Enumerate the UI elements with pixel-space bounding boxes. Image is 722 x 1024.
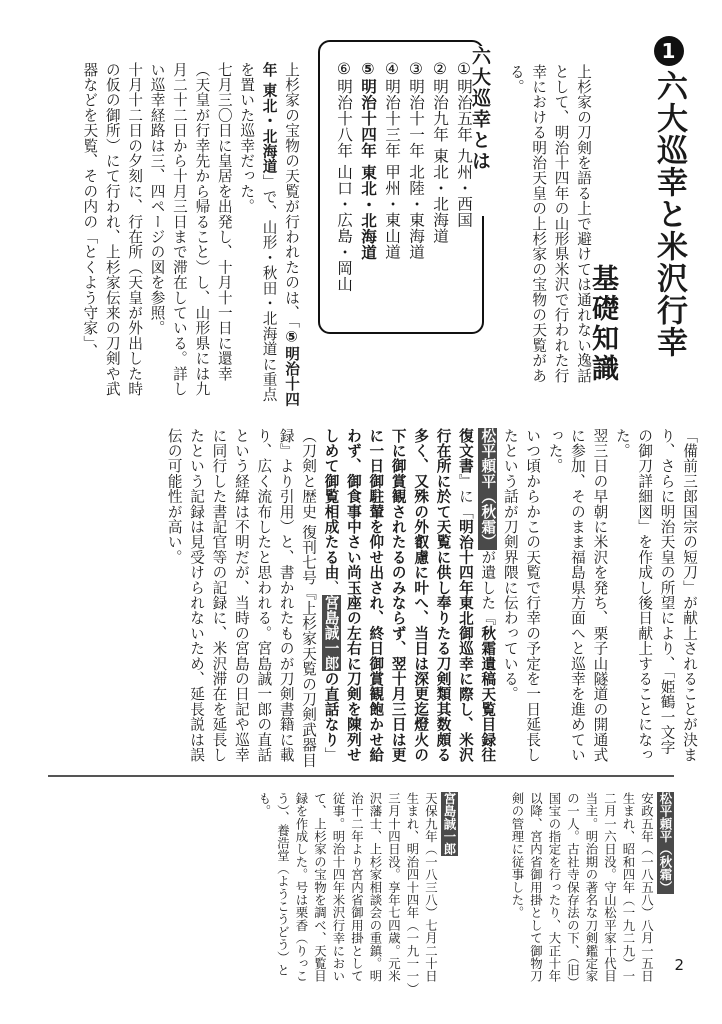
body2-p1: 「備前三郎国宗の短刀」が献上されることが決まり、さらに明治天皇の所望により、「姫鶴一文字の御刀詳細図」を作成し後日献上することになった。 <box>613 428 698 763</box>
body1-p3: 十月十二日の夕刻に、行在所（天皇が外出した時の仮の御所）にて行われ、上杉家伝来の刀剣や武器などを天覧、その内の「とくよう守家」、 <box>81 62 144 397</box>
name-chip-miyajima: 宮島誠一郎 <box>322 595 340 672</box>
note-matsudaira <box>508 792 675 992</box>
tour-item: ②明治九年 東北・北海道 <box>431 60 449 244</box>
tour-list-title: 六大巡幸とは <box>467 46 494 216</box>
highlight-tour: ⑤明治十四年 東北・北海道 <box>260 62 300 407</box>
tour-item: ④明治十三年 甲州・東山道 <box>383 60 401 260</box>
intro-paragraph: 上杉家の刀剣を語る上で避けては通れない逸話として、明治十四年の山形県米沢で行われた行幸における明治天皇の上杉家の宝物の天覧がある。 <box>507 64 592 384</box>
body-lower <box>162 428 700 768</box>
page-number: 2 <box>674 956 684 974</box>
section-subtitle: 基礎知識 <box>587 264 618 384</box>
body2-p2: 翌三日の早朝に米沢を発ち、栗子山隧道の開通式に参加、そのまま福島県方面へと巡幸を進めていった。 <box>546 428 609 763</box>
note-text: 天保九年（一八三八）七月二十日生まれ、明治四十四年（一九一一）三月十四日没。享年七四歳。元米沢藩士、上杉家相談会の重鎮。明治十二年より宮内省御用掛として従事。明治十四年米沢行幸において、上杉家の宝物を調べ、天覧目録を作成した。号は栗香（りっこう）、養浩堂（ようこうどう）とも。 <box>257 792 439 989</box>
text-run: 」で、山形・秋田・北海道に重点を置いた巡幸だった。 <box>238 62 278 403</box>
tour-list <box>332 60 476 320</box>
note-name: 松平頼平（秋霜） <box>658 792 673 894</box>
note-miyajima <box>255 792 459 992</box>
tour-item: ③明治十一年 北陸・東海道 <box>407 60 425 260</box>
body2-p3: いつ頃からかこの天覧で行幸の予定を一日延長したという話が刀剣界隈に伝わっている。 <box>501 428 542 763</box>
body1-p2: 七月三〇日に皇居を出発し、十月十一日に還幸（天皇が行幸先から帰ること）し、山形県には九月二十二日から十月三日まで滞在している。詳しい巡幸経路は三、四ページの図を参照。 <box>148 62 233 397</box>
text-run: が遺した『 <box>479 549 497 626</box>
body-upper-left <box>78 62 302 407</box>
text-run: 上杉家の宝物の天覧が行われたのは、「 <box>283 62 300 329</box>
book-title: 秋霜遺稿天覧目録往復文書 <box>456 428 497 763</box>
quote-text: 明治十四年東北御巡幸に際し、米沢行在所に於て天覧に供し奉りたる刀剣類其数頗る多く、又殊の外叡慮に叶へ、当日は深更迄燈火の下に御賞観されたるのみならず、翌十月三日は更に一日御駐輦を仰せ出され、終日御賞観飽かせ給わず、御食事中さい尚玉座の左右に刀剣を陳列せしめて御覧相成たる由 <box>322 428 474 763</box>
body2-p4 <box>162 428 498 768</box>
section-number-badge: 1 <box>654 36 684 66</box>
tour-item-highlight: ⑤明治十四年 東北・北海道 <box>359 60 377 261</box>
section-title-text: 六大巡幸と米沢行幸 <box>651 70 687 358</box>
name-chip-matsudaira: 松平頼平（秋霜） <box>479 428 497 550</box>
text-run: 』に「 <box>456 473 474 520</box>
note-name: 宮島誠一郎 <box>442 792 457 856</box>
tour-item: ⑥明治十八年 山口・広島・岡山 <box>335 60 353 292</box>
divider <box>48 775 674 777</box>
note-text: 安政五年（一八五八）八月一五日生まれ、昭和四年（一九二九）一二月一六日没。守山松平家十代目当主。明治期の著名な刀剣鑑定家の一人。古社寺保存法の下、（旧）国宝の指定を行ったり、大正十年以降、宮内省御用掛として御物刀剣の管理に従事した。 <box>510 792 655 989</box>
quote-text: の直話なり <box>322 671 340 748</box>
tour-item: ①明治五年 九州・西国 <box>455 60 473 228</box>
text-run: 、 <box>322 580 340 596</box>
body1-p1 <box>235 62 302 407</box>
text-run: 」（刀剣と歴史 復刊七号『上杉家天覧の刀剣武器目録』より引用）と、書かれたものが刀剣書籍に載り、広く流布したと思われる。宮島誠一郎の直話という経緯は不明だが、当時の宮島の日記や巡幸に同行した書記官等の記録に、米沢滞在を延長したという記録は見受けられないため、延長説は誤伝の可能性が高い。 <box>165 428 340 768</box>
section-title <box>647 36 692 386</box>
